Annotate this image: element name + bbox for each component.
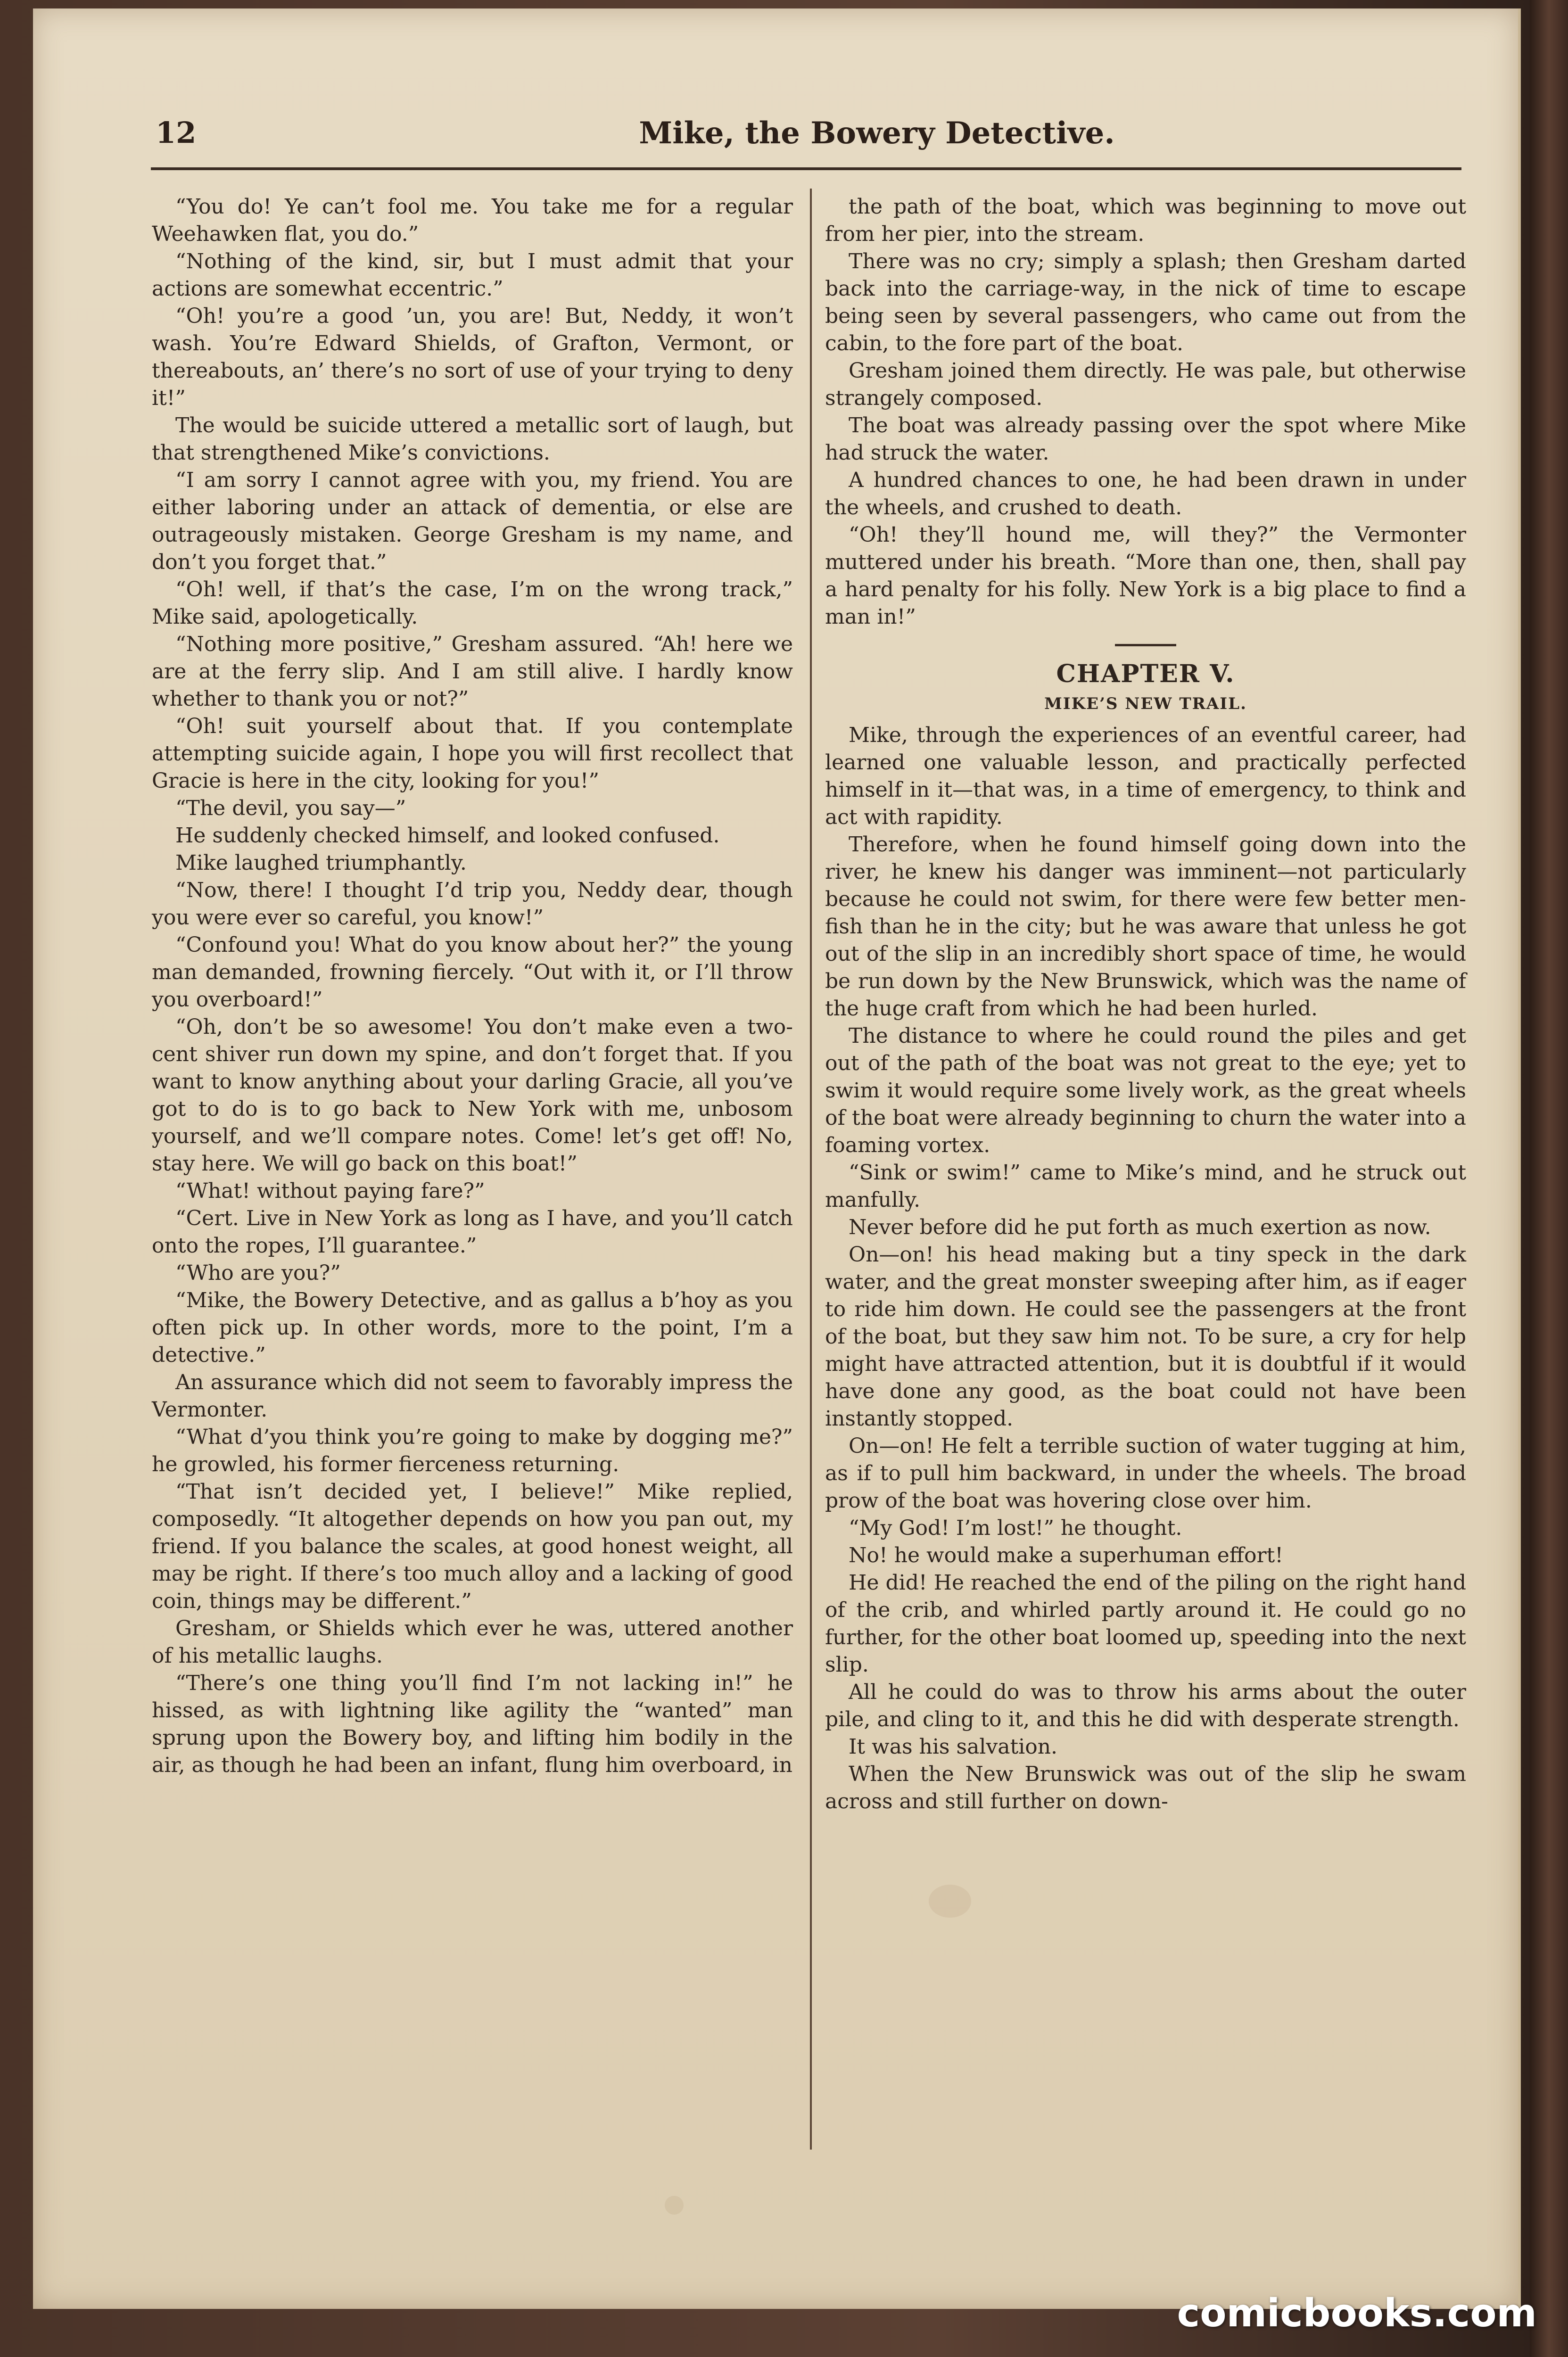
- paragraph: “Oh! you’re a good ’un, you are! But, Neddy, it won’t wash. You’re Edward Shields, of Grafton, Vermont, or thereabouts, an’ there’s no sort of use of your trying to deny it!”: [152, 304, 793, 410]
- paragraph: “Mike, the Bowery Detective, and as gallus a b’hoy as you often pick up. In other words, more to the point, I’m a detective.”: [152, 1288, 793, 1367]
- paragraph: Gresham joined them directly. He was pale, but otherwise strangely composed.: [825, 359, 1466, 410]
- paragraph: “Sink or swim!” came to Mike’s mind, and he struck out manfully.: [825, 1161, 1466, 1212]
- paragraph: Never before did he put forth as much exertion as now.: [849, 1215, 1431, 1239]
- paragraph: “Nothing more positive,” Gresham assured. “Ah! here we are at the ferry slip. And I am still alive. I hardly know whether to thank you or not?”: [152, 632, 793, 711]
- paragraph: Therefore, when he found himself going down into the river, he knew his danger was imminent—not particularly because he could not swim, for there were few better men-fish than he in the city; but he was aware that unless he got out of the slip in an incredibly short space of time, he would be run down by the New Brunswick, which was the name of the huge craft from which he had been hurled.: [825, 832, 1466, 1021]
- column-divider: [810, 189, 812, 2150]
- paragraph: “Oh! they’ll hound me, will they?” the Vermonter muttered under his breath. “More than one, then, shall pay a hard penalty for his folly. New York is a big place to find a man in!”: [825, 523, 1466, 629]
- chapter-rule: [1115, 644, 1176, 646]
- paragraph: “Now, there! I thought I’d trip you, Neddy dear, though you were ever so careful, you know!”: [152, 878, 793, 930]
- running-header: [156, 115, 1466, 163]
- site-watermark: comicbooks.com: [1177, 2291, 1537, 2336]
- paragraph: Mike laughed triumphantly.: [175, 851, 467, 875]
- paragraph: When the New Brunswick was out of the slip he swam across and still further on down-: [825, 1762, 1466, 1813]
- paragraph: the path of the boat, which was beginning to move out from her pier, into the stream.: [825, 195, 1466, 246]
- paragraph: “Cert. Live in New York as long as I have, and you’ll catch onto the ropes, I’ll guarantee.”: [152, 1206, 793, 1258]
- paragraph: The would be suicide uttered a metallic sort of laugh, but that strengthened Mike’s convictions.: [152, 413, 793, 465]
- paragraph: No! he would make a superhuman effort!: [849, 1543, 1283, 1567]
- paragraph: “The devil, you say—”: [175, 796, 406, 820]
- page-number: 12: [156, 115, 197, 150]
- paper-stain: [665, 2196, 684, 2215]
- paragraph: “I am sorry I cannot agree with you, my friend. You are either laboring under an attack of dementia, or else are outrageously mistaken. George Gresham is my name, and don’t you forget that.”: [152, 468, 793, 574]
- paragraph: “What d’you think you’re going to make by dogging me?” he growled, his former fierceness returning.: [152, 1425, 793, 1476]
- paragraph: On—on! He felt a terrible suction of water tugging at him, as if to pull him backward, in under the wheels. The broad prow of the boat was hovering close over him.: [825, 1434, 1466, 1513]
- header-rule: [151, 167, 1461, 170]
- paragraph: It was his salvation.: [849, 1735, 1058, 1759]
- paragraph: “My God! I’m lost!” he thought.: [849, 1516, 1182, 1540]
- paragraph: An assurance which did not seem to favorably impress the Vermonter.: [152, 1370, 793, 1422]
- paragraph: A hundred chances to one, he had been drawn in under the wheels, and crushed to death.: [825, 468, 1466, 519]
- paragraph: The boat was already passing over the spot where Mike had struck the water.: [825, 413, 1466, 465]
- paragraph: The distance to where he could round the piles and get out of the path of the boat was not great to the eye; yet to swim it would require some lively work, as the great wheels of the boat were already beginning to churn the water into a foaming vortex.: [825, 1024, 1466, 1157]
- chapter-title: CHAPTER V.: [1056, 659, 1235, 688]
- paragraph: “What! without paying fare?”: [175, 1179, 485, 1203]
- paragraph: “You do! Ye can’t fool me. You take me for a regular Weehawken flat, you do.”: [152, 195, 793, 246]
- paragraph: All he could do was to throw his arms about the outer pile, and cling to it, and this he did with desperate strength.: [825, 1680, 1466, 1731]
- paragraph: “Who are you?”: [175, 1261, 341, 1285]
- paragraph: “Oh! suit yourself about that. If you contemplate attempting suicide again, I hope you will first recollect that Gracie is here in the city, looking for you!”: [152, 714, 793, 793]
- paragraph: “Confound you! What do you know about her?” the young man demanded, frowning fiercely. “Out with it, or I’ll throw you overboard!”: [152, 933, 793, 1012]
- paragraph: There was no cry; simply a splash; then Gresham darted back into the carriage-way, in the nick of time to escape being seen by several passengers, who came out from the cabin, to the fore part of the boat.: [825, 249, 1466, 355]
- paragraph: “There’s one thing you’ll find I’m not lacking in!” he hissed, as with lightning like agility the “wanted” man sprung upon the Bowery boy, and lifting him bodily in the air, as though he had been an infant, flung him overboard, in: [152, 1671, 793, 1777]
- paragraph: On—on! his head making but a tiny speck in the dark water, and the great monster sweeping after him, as if eager to ride him down. He could see the passengers at the front of the boat, but they saw him not. To be sure, a cry for help might have attracted attention, but it is doubtful if it would have done any good, as the boat could not have been instantly stopped.: [825, 1243, 1466, 1431]
- paragraph: Gresham, or Shields which ever he was, uttered another of his metallic laughs.: [152, 1616, 793, 1668]
- paragraph: He did! He reached the end of the piling on the right hand of the crib, and whirled partly around it. He could go no further, for the other boat loomed up, speeding into the next slip.: [825, 1571, 1466, 1677]
- left-column: [152, 193, 793, 1779]
- book-spine-edge: [1530, 0, 1568, 2357]
- paragraph: “Oh, don’t be so awesome! You don’t make even a two-cent shiver run down my spine, and don’t forget that. If you want to know anything about your darling Gracie, all you’ve got to do is to go back to New York with me, unbosom yourself, and we’ll compare notes. Come! let’s get off! No, stay here. We will go back on this boat!”: [152, 1015, 793, 1176]
- paragraph: “Oh! well, if that’s the case, I’m on the wrong track,” Mike said, apologetically.: [152, 577, 793, 629]
- paragraph: “That isn’t decided yet, I believe!” Mike replied, composedly. “It altogether depends on how you pan out, my friend. If you balance the scales, at good honest weight, all may be right. If there’s too much alloy and a lacking of good coin, things may be different.”: [152, 1480, 793, 1613]
- paragraph: He suddenly checked himself, and looked confused.: [175, 824, 720, 848]
- paragraph: “Nothing of the kind, sir, but I must admit that your actions are somewhat eccentric.”: [152, 249, 793, 301]
- right-column: [825, 193, 1466, 1815]
- running-title: Mike, the Bowery Detective.: [639, 115, 1115, 151]
- chapter-subtitle: MIKE’S NEW TRAIL.: [1044, 694, 1247, 713]
- paragraph: Mike, through the experiences of an eventful career, had learned one valuable lesson, and practically perfected himself in it—that was, in a time of emergency, to think and act with rapidity.: [825, 723, 1466, 829]
- paper-stain: [929, 1885, 971, 1918]
